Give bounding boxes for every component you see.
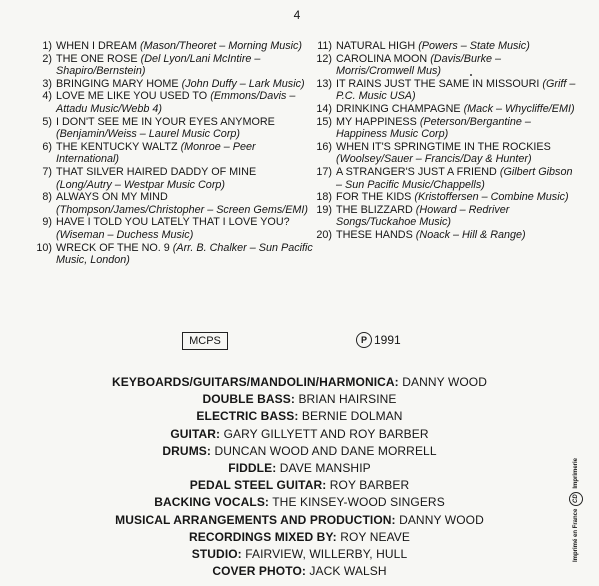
personnel-credits — [0, 374, 599, 580]
track-credit: (Noack – Hill & Range) — [415, 228, 526, 241]
track-credit: (Gilbert Gibson – Sun Pacific Music/Chappells) — [336, 165, 573, 191]
track-credit: (Monroe – Peer International) — [56, 140, 256, 166]
credit-line — [0, 374, 599, 391]
track-item — [30, 166, 314, 191]
track-item — [304, 116, 579, 141]
track-item — [304, 204, 579, 229]
track-text — [336, 103, 579, 116]
track-credit: (Howard – Redriver Songs/Tuckahoe Music) — [336, 203, 510, 229]
track-number: 6) — [42, 140, 52, 153]
track-number: 9) — [42, 216, 52, 229]
track-credit: (Griff – P.C. Music USA) — [336, 77, 576, 103]
track-title: CAROLINA MOON — [336, 52, 428, 65]
credit-role: BACKING VOCALS: — [154, 495, 270, 510]
track-text — [336, 141, 579, 166]
credit-name: ROY BARBER — [329, 478, 410, 493]
credit-line — [0, 443, 599, 460]
track-title: THE KENTUCKY WALTZ — [56, 140, 178, 153]
track-title: THE ONE ROSE — [56, 52, 138, 65]
track-credit: (Powers – State Music) — [418, 40, 530, 52]
track-title: BRINGING MARY HOME — [56, 77, 179, 90]
credit-name: GARY GILLYETT AND ROY BARBER — [223, 426, 429, 441]
track-title: NATURAL HIGH — [336, 40, 416, 52]
tracklist-right — [304, 40, 579, 242]
credit-role: FIDDLE: — [228, 461, 277, 476]
credit-role: GUITAR: — [170, 426, 221, 441]
credit-name: FAIRVIEW, WILLERBY, HULL — [245, 547, 408, 562]
track-item — [30, 53, 314, 78]
track-text — [56, 242, 314, 267]
track-credit: (Thompson/James/Christopher – Screen Gems/EMI) — [56, 203, 309, 216]
track-title: MY HAPPINESS — [336, 115, 417, 128]
track-item — [304, 40, 579, 53]
credit-line — [0, 546, 599, 563]
track-title: LOVE ME LIKE YOU USED TO — [56, 90, 208, 103]
track-title: WHEN I DREAM — [56, 40, 137, 52]
credit-line — [0, 512, 599, 529]
track-credit: (Emmons/Davis – Attadu Music/Webb 4) — [56, 90, 296, 115]
credit-line — [0, 460, 599, 477]
credit-line — [0, 408, 599, 425]
track-item — [30, 191, 314, 216]
track-title: I DON'T SEE ME IN YOUR EYES ANYMORE — [56, 115, 275, 128]
track-credit: (Woolsey/Sauer – Francis/Day & Hunter) — [336, 153, 532, 166]
track-item — [30, 90, 314, 115]
track-number: 17) — [316, 165, 332, 178]
credit-role: DOUBLE BASS: — [202, 392, 295, 407]
track-item — [30, 78, 314, 91]
track-number: 2) — [42, 52, 52, 65]
printer-country: Imprimé en France — [573, 508, 579, 563]
track-credit: (Arr. B. Chalker – Sun Pacific Music, London) — [56, 241, 313, 267]
track-item — [304, 191, 579, 204]
track-title: FOR THE KIDS — [336, 191, 412, 204]
credit-role: ELECTRIC BASS: — [196, 409, 299, 424]
credit-line — [0, 563, 599, 580]
credit-line — [0, 494, 599, 511]
track-number: 16) — [316, 140, 332, 153]
track-title: WRECK OF THE NO. 9 — [56, 241, 170, 254]
track-number: 20) — [316, 228, 332, 241]
print-speck — [470, 74, 472, 76]
track-item — [304, 53, 579, 78]
track-text — [56, 53, 314, 78]
credit-role: DRUMS: — [162, 443, 211, 458]
credit-line — [0, 477, 599, 494]
credit-role: STUDIO: — [191, 547, 242, 562]
track-credit: (Mason/Theoret – Morning Music) — [139, 40, 302, 52]
credit-name: BRIAN HAIRSINE — [298, 392, 397, 407]
track-text — [56, 78, 314, 91]
track-item — [30, 216, 314, 241]
track-title: THE BLIZZARD — [336, 203, 413, 216]
track-text — [336, 204, 579, 229]
track-number: 10) — [36, 241, 52, 254]
track-number: 12) — [316, 52, 332, 65]
phonographic-copyright — [356, 332, 401, 348]
track-number: 4) — [42, 90, 52, 103]
track-number: 3) — [42, 77, 52, 90]
page-number: 4 — [293, 8, 301, 22]
tracklist-left — [30, 40, 314, 267]
track-number: 7) — [42, 165, 52, 178]
track-text — [336, 166, 579, 191]
credit-name: BERNIE DOLMAN — [301, 409, 403, 424]
track-text — [56, 116, 314, 141]
track-text — [56, 40, 314, 53]
track-item — [30, 242, 314, 267]
credit-role: COVER PHOTO: — [212, 564, 306, 579]
credit-role: KEYBOARDS/GUITARS/MANDOLIN/HARMONICA: — [111, 375, 399, 389]
track-item — [304, 166, 579, 191]
track-number: 5) — [42, 115, 52, 128]
track-number: 19) — [316, 203, 332, 216]
credit-line — [0, 391, 599, 408]
track-credit: (Benjamin/Weiss – Laurel Music Corp) — [56, 128, 241, 141]
credit-name: DAVE MANSHIP — [279, 461, 371, 476]
credit-name: DUNCAN WOOD AND DANE MORRELL — [214, 443, 437, 458]
track-text — [336, 53, 579, 78]
track-title: WHEN IT'S SPRINGTIME IN THE ROCKIES — [336, 140, 551, 153]
credit-role: MUSICAL ARRANGEMENTS AND PRODUCTION: — [115, 512, 396, 527]
track-item — [30, 116, 314, 141]
track-item — [304, 78, 579, 103]
track-text — [56, 166, 314, 191]
track-number: 18) — [316, 191, 332, 204]
track-number: 1) — [42, 40, 52, 52]
credit-role: RECORDINGS MIXED BY: — [188, 529, 337, 544]
track-title: HAVE I TOLD YOU LATELY THAT I LOVE YOU? — [56, 216, 290, 229]
printer-logo-icon: CD — [569, 492, 583, 506]
track-credit: (Wiseman – Duchess Music) — [56, 228, 194, 241]
track-text — [56, 191, 314, 216]
track-credit: (Kristoffersen – Combine Music) — [414, 191, 569, 204]
track-text — [56, 141, 314, 166]
credit-line — [0, 426, 599, 443]
credit-role: PEDAL STEEL GUITAR: — [189, 478, 327, 493]
track-title: IT RAINS JUST THE SAME IN MISSOURI — [336, 77, 540, 90]
track-item — [304, 229, 579, 242]
track-text — [336, 40, 579, 53]
track-title: DRINKING CHAMPAGNE — [336, 102, 461, 115]
track-number: 8) — [42, 191, 52, 204]
track-title: THESE HANDS — [336, 228, 413, 241]
track-number: 15) — [316, 115, 332, 128]
track-text — [56, 216, 314, 241]
phonogram-icon: P — [356, 332, 372, 348]
track-number: 13) — [316, 77, 332, 90]
mcps-box: MCPS — [182, 332, 228, 350]
credit-name: DANNY WOOD — [402, 375, 488, 389]
credit-name: ROY NEAVE — [340, 529, 411, 544]
track-item — [304, 141, 579, 166]
track-item — [30, 141, 314, 166]
track-title: A STRANGER'S JUST A FRIEND — [336, 165, 497, 178]
track-credit: (Davis/Burke – Morris/Cromwell Mus) — [336, 52, 502, 78]
track-credit: (Mack – Whycliffe/EMI) — [463, 102, 575, 115]
track-title: ALWAYS ON MY MIND — [56, 191, 168, 204]
track-number: 11) — [317, 40, 332, 52]
track-text — [336, 229, 579, 242]
track-credit: (Peterson/Bergantine – Happiness Music Corp) — [336, 115, 531, 141]
copyright-year: 1991 — [374, 333, 401, 347]
printer-mark — [566, 450, 586, 570]
track-title: THAT SILVER HAIRED DADDY OF MINE — [56, 165, 257, 178]
credit-name: DANNY WOOD — [399, 512, 484, 527]
track-text — [56, 90, 314, 115]
track-credit: (Del Lyon/Lani McIntire – Shapiro/Bernstein) — [56, 52, 261, 78]
printer-label: Imprimerie — [573, 457, 579, 489]
credit-name: THE KINSEY-WOOD SINGERS — [272, 495, 445, 510]
credit-line — [0, 529, 599, 546]
track-text — [336, 78, 579, 103]
track-number: 14) — [316, 102, 332, 115]
track-item — [30, 40, 314, 53]
track-text — [336, 116, 579, 141]
track-text — [336, 191, 579, 204]
track-item — [304, 103, 579, 116]
credit-name: JACK WALSH — [309, 564, 387, 579]
track-credit: (Long/Autry – Westpar Music Corp) — [56, 178, 226, 191]
track-credit: (John Duffy – Lark Music) — [181, 77, 305, 90]
